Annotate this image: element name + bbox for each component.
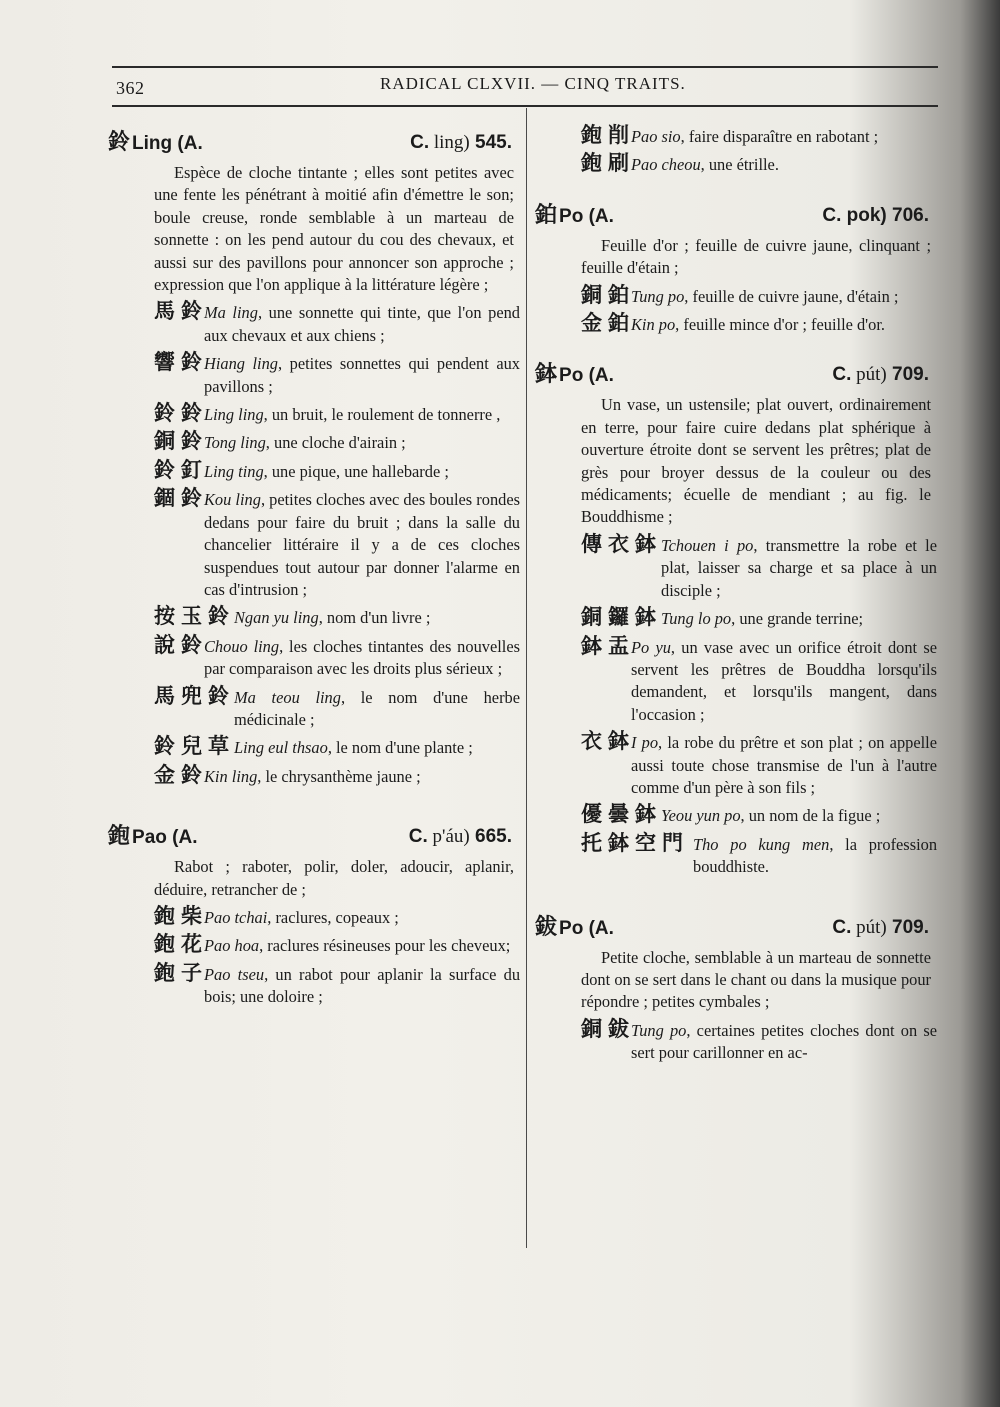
- compound-characters: 銅鈸: [581, 1016, 635, 1041]
- sub-entry: [108, 762, 520, 788]
- compound-gloss: , nom d'un livre ;: [318, 608, 431, 628]
- compound-term: Ma ling: [204, 303, 258, 323]
- compound-term: Ling ling: [204, 405, 264, 425]
- entry-heading-po-706: [535, 201, 937, 233]
- compound-term: Tung po: [631, 286, 685, 306]
- entry-character: 鉢: [535, 362, 558, 388]
- sub-entry: [535, 830, 938, 879]
- compound-gloss: , raclures, copeaux ;: [267, 907, 399, 927]
- compound-gloss: , la profession bouddhiste.: [693, 834, 938, 877]
- entry-character: 鈸: [535, 914, 558, 940]
- entry-romanization: Po (A.: [559, 365, 614, 387]
- sub-entry: [108, 932, 520, 957]
- compound-characters: 鉋子: [154, 960, 208, 985]
- compound-term: Tong ling: [204, 433, 266, 453]
- compound-gloss: , faire disparaître en rabotant ;: [680, 127, 879, 146]
- compound-gloss: , certaines petites cloches dont on se sert pour carillonner en ac-: [631, 1020, 937, 1063]
- compound-gloss: , une étrille.: [700, 155, 779, 175]
- compound-term: Ngan yu ling: [234, 608, 319, 628]
- compound-gloss: , une cloche d'airain ;: [265, 433, 406, 453]
- compound-characters: 響鈴: [154, 350, 208, 375]
- sub-entry: [108, 734, 520, 759]
- sub-entry: [108, 903, 520, 929]
- compound-term: Yeou yun po: [661, 806, 741, 826]
- compound-gloss: , le chrysanthème jaune ;: [257, 766, 421, 786]
- cantonese-number: 665.: [469, 826, 512, 848]
- compound-gloss: , le nom d'une herbe médicinale ;: [234, 687, 520, 729]
- entry-definition: Petite cloche, semblable à un marteau de sonnette dont on se sert dans le chant ou dans la musique pour répondre ; petites cymbales ;: [581, 947, 931, 1012]
- compound-gloss: , feuille mince d'or ; feuille d'or.: [675, 315, 885, 335]
- entry-character: 鉋: [108, 824, 131, 850]
- compound-characters: 說鈴: [154, 632, 208, 657]
- entry-heading-ling: [108, 128, 520, 160]
- entry-definition: Un vase, un ustensile; plat ouvert, ordinairement en terre, pour faire cuire dedans plat sphérique à ouverture étroite dont se servent les prêtres; plat de grès pour broyer dessus de la couleur ou des médicaments; écuelle de mendiant ; au fig. le Bouddhisme ;: [581, 395, 931, 527]
- compound-term: Kou ling: [204, 490, 261, 510]
- header-rule: [112, 105, 938, 107]
- compound-characters: 鉋柴: [154, 903, 208, 928]
- compound-characters: 銅鈴: [154, 429, 208, 454]
- compound-gloss: , une sonnette qui tinte, que l'on pend aux chevaux et aux chiens ;: [204, 303, 520, 345]
- cantonese-number: 545.: [469, 132, 512, 153]
- compound-term: Tung po: [631, 1020, 687, 1040]
- cantonese-label: C.: [822, 204, 842, 226]
- compound-characters: 錮鈴: [154, 486, 208, 511]
- compound-gloss: , feuille de cuivre jaune, d'étain ;: [684, 286, 899, 306]
- sub-entry: [108, 604, 520, 629]
- compound-gloss: , raclures résineuses pour les cheveux;: [259, 936, 511, 956]
- cantonese-number: 706.: [886, 204, 929, 226]
- entry-heading-po-709: [535, 360, 937, 392]
- sub-entry: [108, 401, 520, 426]
- compound-characters: 衣鉢: [581, 729, 635, 754]
- compound-term: Tchouen i po: [661, 535, 754, 555]
- sub-entry: [535, 311, 937, 336]
- compound-characters: 傳衣鉢: [581, 531, 662, 556]
- entry-character: 鈴: [108, 130, 131, 155]
- entry-heading-po-709b: [535, 913, 937, 945]
- compound-term: Tho po kung men: [693, 834, 830, 854]
- page-number: 362: [116, 78, 145, 98]
- entry-romanization: Ling (A.: [132, 133, 203, 154]
- running-title: RADICAL CLXVII. — CINQ TRAITS.: [380, 74, 686, 93]
- compound-characters: 鉋削: [581, 123, 635, 147]
- compound-characters: 銅鉑: [581, 282, 635, 307]
- compound-characters: 馬兜鈴: [154, 683, 235, 708]
- compound-gloss: , transmettre la robe et le plat, laisser sa charge et sa place à un disciple ;: [661, 535, 937, 600]
- cantonese-label: C.: [832, 916, 852, 938]
- right-column: [535, 122, 937, 1071]
- sub-entry: [108, 632, 520, 681]
- sub-entry: [108, 299, 520, 347]
- compound-gloss: , la robe du prêtre et son plat ; on appelle aussi toute chose transmise de l'un à l'autre comme d'un père à son fils ;: [631, 733, 938, 797]
- compound-term: Pao tseu: [204, 964, 265, 984]
- column-divider: [526, 108, 527, 1248]
- compound-characters: 鉋刷: [581, 151, 635, 176]
- compound-characters: 馬鈴: [154, 299, 208, 324]
- sub-entry: [535, 1016, 937, 1065]
- compound-term: Chouo ling: [204, 636, 280, 656]
- compound-term: Ling eul thsao: [234, 738, 328, 758]
- entry-heading-pao: [108, 822, 520, 854]
- compound-characters: 鉢盂: [581, 633, 635, 658]
- sub-entry: [108, 429, 520, 454]
- cantonese-number: 709.: [886, 364, 929, 386]
- compound-term: Po yu: [631, 637, 671, 657]
- compound-term: I po: [631, 733, 659, 753]
- sub-entry: [535, 282, 937, 308]
- compound-term: Ling ting: [204, 461, 264, 481]
- compound-characters: 鉋花: [154, 932, 208, 957]
- compound-characters: 金鉑: [581, 311, 635, 336]
- sub-entry: [535, 123, 937, 148]
- compound-term: Pao tchai: [204, 907, 268, 927]
- compound-characters: 金鈴: [154, 762, 208, 787]
- compound-gloss: , un nom de la figue ;: [740, 806, 881, 826]
- entry-romanization: Po (A.: [559, 205, 614, 227]
- entry-definition: Feuille d'or ; feuille de cuivre jaune, clinquant ; feuille d'étain ;: [581, 235, 931, 278]
- compound-term: Pao cheou: [631, 155, 701, 175]
- compound-term: Tung lo po: [661, 609, 732, 629]
- sub-entry: [108, 683, 520, 732]
- sub-entry: [108, 486, 520, 601]
- compound-gloss: , les cloches tintantes des nouvelles par comparaison avec les droits plus sérieux ;: [204, 636, 520, 679]
- compound-characters: 銅鑼鉢: [581, 605, 662, 630]
- entry-character: 鉑: [535, 202, 558, 228]
- compound-characters: 鈴鈴: [154, 401, 208, 426]
- entry-definition: Espèce de cloche tintante ; elles sont petites avec une fente les pénétrant à moitié afin d'émettre le son; boule creuse, ronde semblable à un marteau de sonnette : on les pend autour du cou des chevaux, et aussi sur des pavillons pour annoncer son approche ; expression que l'on applique à la littérature légère ;: [154, 163, 514, 295]
- compound-characters: 鈴釘: [154, 457, 208, 482]
- sub-entry: [535, 151, 937, 176]
- sub-entry: [535, 802, 937, 827]
- compound-term: Hiang ling: [204, 354, 278, 374]
- cantonese-reading: p'áu): [427, 826, 470, 848]
- compound-term: Kin po: [631, 315, 676, 335]
- compound-term: Kin ling: [204, 766, 258, 786]
- sub-entry: [535, 531, 937, 602]
- entry-definition: Rabot ; raboter, polir, doler, adoucir, aplanir, déduire, retrancher de ;: [154, 857, 514, 899]
- compound-gloss: , petites sonnettes qui pendent aux pavillons ;: [204, 354, 520, 396]
- cantonese-label: C.: [832, 364, 852, 386]
- entry-romanization: Pao (A.: [132, 827, 198, 849]
- sub-entry: [535, 605, 937, 630]
- compound-characters: 按玉鈴: [154, 604, 235, 629]
- compound-gloss: , le nom d'une plante ;: [327, 738, 473, 758]
- cantonese-label: C.: [408, 826, 428, 848]
- sub-entry: [108, 457, 520, 483]
- compound-gloss: , un rabot pour aplanir la surface du bois; une doloire ;: [204, 964, 521, 1007]
- compound-gloss: , un vase avec un orifice étroit dont se servent les prêtres de Bouddha lorsqu'ils demandent, et lorsqu'ils mangent, dans l'occasion ;: [631, 637, 937, 724]
- cantonese-reading: pok): [841, 204, 887, 226]
- cantonese-label: C.: [410, 132, 430, 153]
- compound-term: Pao hoa: [204, 936, 260, 956]
- sub-entry: [108, 960, 521, 1009]
- compound-gloss: , une pique, une hallebarde ;: [263, 461, 449, 481]
- header-rule: [112, 66, 938, 68]
- compound-gloss: , petites cloches avec des boules rondes dedans pour faire du bruit ; dans la salle du chancelier littéraire il y a de ces cloches suspendues tout autour par donner l'alarme en cas d'intrusion ;: [204, 490, 520, 599]
- cantonese-number: 709.: [886, 916, 929, 938]
- left-column: [108, 122, 520, 1015]
- compound-gloss: , un bruit, le roulement de tonnerre ,: [263, 405, 501, 425]
- entry-romanization: Po (A.: [559, 917, 614, 939]
- cantonese-reading: pút): [851, 364, 887, 386]
- sub-entry: [535, 633, 937, 727]
- compound-term: Pao sio: [631, 127, 681, 146]
- sub-entry: [535, 729, 938, 799]
- compound-characters: 鈴兒草: [154, 734, 235, 759]
- cantonese-reading: pút): [851, 916, 887, 938]
- sub-entry: [108, 350, 520, 398]
- compound-gloss: , une grande terrine;: [731, 609, 864, 629]
- compound-characters: 托鉢空門: [581, 830, 689, 855]
- compound-characters: 優曇鉢: [581, 802, 662, 827]
- compound-term: Ma teou ling: [234, 687, 341, 707]
- cantonese-reading: ling): [429, 132, 470, 153]
